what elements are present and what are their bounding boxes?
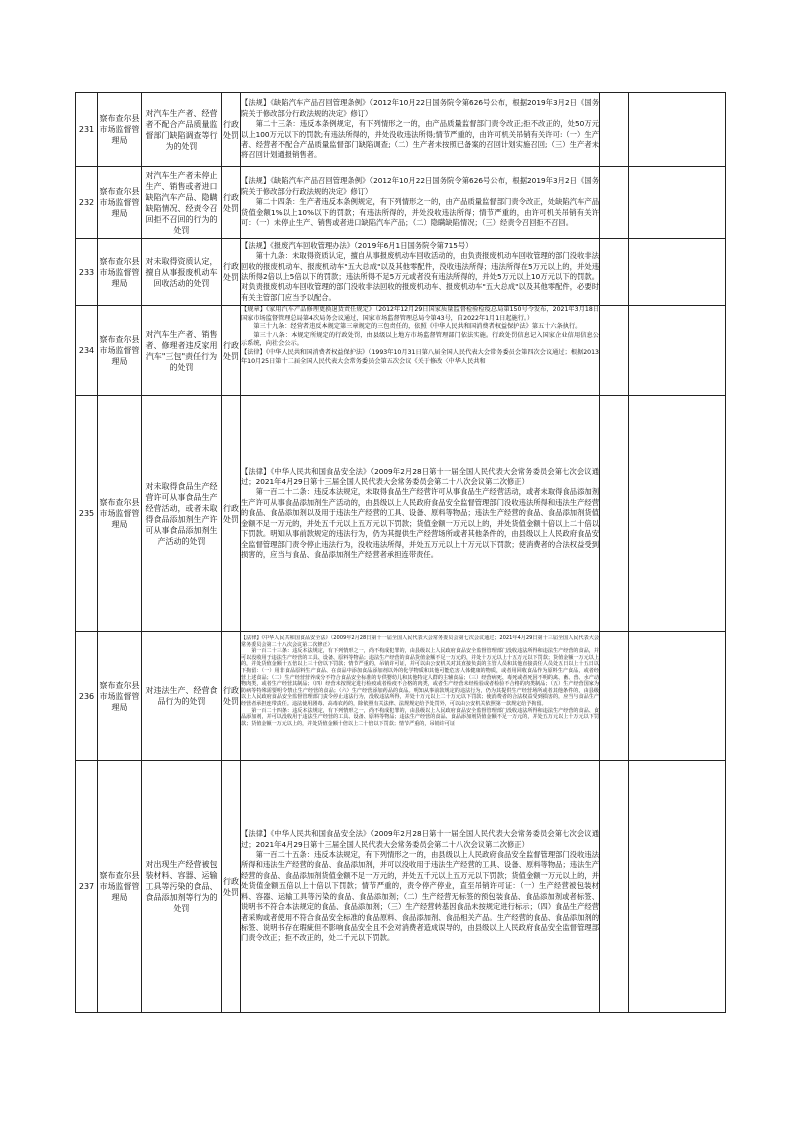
row-number: 232 (76, 167, 98, 239)
table-row (76, 632, 726, 761)
department: 察布查尔县市场监督管理局 (98, 93, 142, 167)
item-type: 行政处罚 (222, 761, 241, 1013)
empty-cell (629, 632, 726, 761)
row-number: 233 (76, 239, 98, 306)
basis-paragraph: 第二十三条：违反本条例规定，有下列情形之一的，由产品质量监督部门责令改正;拒不改正的，处50万元以上100万元以下的罚款;有违法所得的，并处没收违法所得;情节严重的，由许可机关吊销有关许可:（一）生产者、经营者不配合产品质量监督部门缺陷调查;（二）生产者未按照已备案的召回计划实施召回;（三）生产者未将召回计划通报销售者。 (241, 119, 599, 160)
empty-cell (629, 306, 726, 396)
empty-cell (600, 93, 629, 167)
item-type: 行政处罚 (222, 396, 241, 632)
department: 察布查尔县市场监督管理局 (98, 239, 142, 306)
basis-paragraph: 【法规】《缺陷汽车产品召回管理条例》（2012年10月22日国务院令第626号公布，根据2019年3月2日《国务院关于修改部分行政法规的决定》修订） (241, 98, 599, 118)
legal-basis (241, 306, 600, 396)
empty-cell (600, 306, 629, 396)
department: 察布查尔县市场监督管理局 (98, 761, 142, 1013)
basis-paragraph: 第一百二十三条：违反本法规定，有下列情形之一，尚不构成犯罪的，由县级以上人民政府食品安全监督管理部门没收违法所得和违法生产经营的食品，并可以没收用于违法生产经营的工具、设备、原料等物品；违法生产经营的食品货值金额不足一万元的，并处十万元以上十五万元以下罚款；货值金额一万元以上的，并处货值金额十五倍以上三十倍以下罚款；情节严重的，吊销许可证，并可以由公安机关对其直接负责的主管人员和其他直接责任人员处五日以上十五日以下拘留：（一）用非食品原料生产食品、在食品中添加食品添加剂以外的化学物质和其他可能危害人体健康的物质，或者用回收食品作为原料生产食品，或者经营上述食品；（二）生产经营营养成分不符合食品安全标准的专供婴幼儿和其他特定人群的主辅食品；（三）经营病死、毒死或者死因不明的禽、畜、兽、水产动物肉类，或者生产经营其制品；（四）经营未按规定进行检疫或者检疫不合格的肉类，或者生产经营未经检验或者检验不合格的肉类制品；（五）生产经营国家为防病等特殊需要明令禁止生产经营的食品；（六）生产经营添加药品的食品。明知从事前款规定的违法行为，仍为其提供生产经营场所或者其他条件的，由县级以上人民政府食品安全监督管理部门责令停止违法行为，没收违法所得，并处十万元以上二十万元以下罚款；使消费者的合法权益受到损害的，应当与食品生产经营者承担连带责任。违法使用剧毒、高毒农药的，除依照有关法律、法规规定给予处罚外，可以由公安机关依照第一款规定给予拘留。 (241, 648, 599, 707)
department: 察布查尔县市场监督管理局 (98, 167, 142, 239)
item-name: 对汽车生产者未停止生产、销售或者进口缺陷汽车产品、隐瞒缺陷情况、经责令召回拒不召回的行为的处罚 (142, 167, 222, 239)
item-name: 对违法生产、经营食品行为的处罚 (142, 632, 222, 761)
basis-paragraph: 第一百二十四条：违反本法规定，有下列情形之一，尚不构成犯罪的，由县级以上人民政府食品安全监督管理部门没收违法所得和违法生产经营的食品、食品添加剂，并可以没收用于违法生产经营的工具、设备、原料等物品；违法生产经营的食品、食品添加剂货值金额不足一万元的，并处五万元以上十万元以下罚款；货值金额一万元以上的，并处货值金额十倍以上二十倍以下罚款；情节严重的，吊销许可证 (241, 707, 599, 727)
table-row (76, 396, 726, 632)
empty-cell (600, 632, 629, 761)
empty-cell (600, 761, 629, 1013)
item-name: 对汽车生产者、经营者不配合产品质量监督部门缺陷调查等行为的处罚 (142, 93, 222, 167)
table-row (76, 239, 726, 306)
basis-paragraph: 第十九条：未取得资质认定，擅自从事报废机动车回收活动的，由负责报废机动车回收管理的部门没收非法回收的报废机动车、报废机动车"五大总成"以及其他零配件，没收违法所得；违法所得在5万元以上的，并处违法所得2倍以上5倍以下的罚款；违法所得不足5万元或者没有违法所得的，并处5万元以上10万元以下的罚款。对负责报废机动车回收管理的部门没收非法回收的报废机动车、报废机动车"五大总成"以及其他零配件，必要时有关主管部门应当予以配合。 (241, 251, 599, 302)
table-row (76, 167, 726, 239)
row-number: 235 (76, 396, 98, 632)
empty-cell (629, 396, 726, 632)
row-number: 236 (76, 632, 98, 761)
row-number: 237 (76, 761, 98, 1013)
basis-paragraph: 第二十四条：生产者违反本条例规定，有下列情形之一的，由产品质量监督部门责令改正，处缺陷汽车产品货值金额1%以上10%以下的罚款；有违法所得的，并处没收违法所得；情节严重的，由许可机关吊销有关许可：（一）未停止生产、销售或者进口缺陷汽车产品；（二）隐瞒缺陷情况；（三）经责令召回拒不召回。 (241, 197, 599, 228)
item-type: 行政处罚 (222, 167, 241, 239)
basis-paragraph: 【规章】《家用汽车产品修理更换退货责任规定》（2012年12月29日国家质量监督检验检疫总局第150号令发布，2021年3月18日国家市场监督管理总局第4次局务会议通过，国家市场监督管理总局令第43号，自2022年1月1日起施行。） (241, 306, 599, 322)
empty-cell (629, 167, 726, 239)
legal-basis (241, 167, 600, 239)
item-type: 行政处罚 (222, 239, 241, 306)
empty-cell (629, 93, 726, 167)
table-row (76, 761, 726, 1013)
row-number: 231 (76, 93, 98, 167)
basis-paragraph: 第三十九条：经营者违反本规定第三章规定的三包责任的，依照《中华人民共和国消费者权益保护法》第五十六条执行。 (253, 323, 582, 331)
basis-paragraph: 【法规】《报废汽车回收管理办法》（2019年6月1日国务院令第715号） (241, 240, 473, 250)
legal-basis (241, 396, 600, 632)
department: 察布查尔县市场监督管理局 (98, 306, 142, 396)
empty-cell (600, 167, 629, 239)
empty-cell (629, 239, 726, 306)
item-name: 对未取得食品生产经营许可从事食品生产经营活动，或者未取得食品添加剂生产许可从事食品添加剂生产活动的处罚 (142, 396, 222, 632)
legal-basis (241, 761, 600, 1013)
row-number: 234 (76, 306, 98, 396)
table-row (76, 93, 726, 167)
basis-paragraph: 第一百二十五条：违反本法规定，有下列情形之一的，由县级以上人民政府食品安全监督管理部门没收违法所得和违法生产经营的食品、食品添加剂，并可以没收用于违法生产经营的工具、设备、原料等物品；违法生产经营的食品、食品添加剂货值金额不足一万元的，并处五千元以上五万元以下罚款；货值金额一万元以上的，并处货值金额五倍以上十倍以下罚款；情节严重的，责令停产停业，直至吊销许可证：（一）生产经营被包装材料、容器、运输工具等污染的食品、食品添加剂；（二）生产经营无标签的预包装食品、食品添加剂或者标签、说明书不符合本法规定的食品、食品添加剂；（三）生产经营转基因食品未按规定进行标示；（四）食品生产经营者采购或者使用不符合食品安全标准的食品原料、食品添加剂、食品相关产品。生产经营的食品、食品添加剂的标签、说明书存在瑕疵但不影响食品安全且不会对消费者造成误导的，由县级以上人民政府食品安全监督管理部门责令改正；拒不改正的，处二千元以下罚款。 (241, 850, 599, 943)
basis-paragraph: 【法律】《中华人民共和国食品安全法》（2009年2月28日第十一届全国人民代表大会常务委员会第七次会议通过；2021年4月29日第十三届全国人民代表大会常务委员会第二十八次会议第二次修正） (241, 829, 599, 849)
basis-paragraph: 第三十八条：本规定所规定的行政处罚，由县级以上地方市场监督管理部门依法实施。行政处罚信息记入国家企业信用信息公示系统，向社会公示。 (241, 331, 599, 348)
empty-cell (600, 396, 629, 632)
enforcement-table (75, 92, 726, 1013)
item-name: 对汽车生产者、销售者、修理者违反家用汽车"三包"责任行为的处罚 (142, 306, 222, 396)
basis-paragraph: 【法律】《中华人民共和国食品安全法》（2009年2月28日第十一届全国人民代表大会常务委员会第七次会议通过；2021年4月29日第十三届全国人民代表大会常务委员会第二十八次会议第二次修正） (241, 635, 599, 648)
item-name: 对未取得资质认定，擅自从事报废机动车回收活动的处罚 (142, 239, 222, 306)
department: 察布查尔县市场监督管理局 (98, 632, 142, 761)
empty-cell (600, 239, 629, 306)
legal-basis (241, 239, 600, 306)
item-name: 对出现生产经营被包装材料、容器、运输工具等污染的食品、食品添加剂等行为的处罚 (142, 761, 222, 1013)
legal-basis (241, 632, 600, 761)
item-type: 行政处罚 (222, 306, 241, 396)
legal-basis (241, 93, 600, 167)
basis-paragraph: 第一百二十二条：违反本法规定，未取得食品生产经营许可从事食品生产经营活动，或者未取得食品添加剂生产许可从事食品添加剂生产活动的，由县级以上人民政府食品安全监督管理部门没收违法所得和违法生产经营的食品、食品添加剂以及用于违法生产经营的工具、设备、原料等物品；违法生产经营的食品、食品添加剂货值金额不足一万元的，并处五千元以上五万元以下罚款；货值金额一万元以上的，并处货值金额十倍以上二十倍以下罚款。明知从事前款规定的违法行为，仍为其提供生产经营场所或者其他条件的，由县级以上人民政府食品安全监督管理部门责令停止违法行为，没收违法所得，并处五万元以上十万元以下罚款；使消费者的合法权益受到损害的，应当与食品、食品添加剂生产经营者承担连带责任。 (241, 487, 599, 559)
table-row (76, 306, 726, 396)
empty-cell (629, 761, 726, 1013)
basis-paragraph: 【法规】《缺陷汽车产品召回管理条例》（2012年10月22日国务院令第626号公布，根据2019年3月2日《国务院关于修改部分行政法规的决定》修订） (241, 176, 599, 196)
basis-paragraph: 【法律】《中华人民共和国食品安全法》（2009年2月28日第十一届全国人民代表大会常务委员会第七次会议通过；2021年4月29日第十三届全国人民代表大会常务委员会第二十八次会议第二次修正） (241, 466, 599, 487)
item-type: 行政处罚 (222, 93, 241, 167)
basis-paragraph: 【法律】《中华人民共和国消费者权益保护法》（1993年10月31日第八届全国人民代表大会常务委员会第四次会议通过；根据2013年10月25日第十二届全国人民代表大会常务委员会第五次会议《关于修改〈中华人民共和 (241, 348, 599, 365)
department: 察布查尔县市场监督管理局 (98, 396, 142, 632)
item-type: 行政处罚 (222, 632, 241, 761)
